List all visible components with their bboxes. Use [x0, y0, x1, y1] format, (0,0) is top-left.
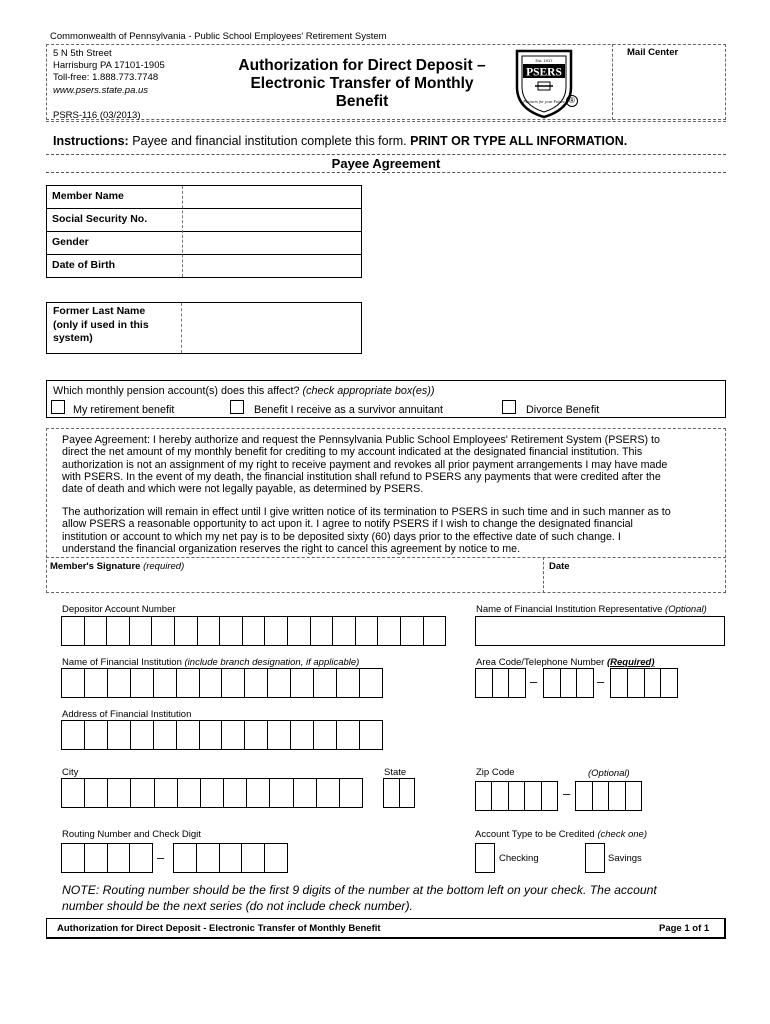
dob-field[interactable] — [184, 257, 358, 276]
char-box[interactable] — [355, 616, 378, 646]
char-box[interactable] — [383, 778, 399, 808]
label-line: (only if used in this — [53, 318, 149, 331]
char-box[interactable] — [223, 778, 246, 808]
char-box[interactable] — [107, 778, 130, 808]
char-box[interactable] — [174, 616, 197, 646]
char-box[interactable] — [399, 778, 416, 808]
signature-label — [50, 561, 184, 572]
logo-text: PSERS — [526, 66, 562, 79]
phone-line-field[interactable] — [610, 668, 678, 698]
agreement-paragraph-2 — [62, 506, 722, 555]
member-name-field[interactable] — [184, 188, 358, 207]
signature-divider — [543, 557, 544, 593]
char-box[interactable] — [644, 668, 661, 698]
char-box[interactable] — [267, 668, 290, 698]
checking-label: Checking — [499, 853, 539, 864]
question-text: Which monthly pension account(s) does this affect? — [53, 385, 300, 397]
paragraph-line: date of death and which were not legally payable, as determined by PSERS. — [62, 483, 424, 496]
address-line: Harrisburg PA 17101-1905 — [53, 60, 165, 72]
paragraph-line: authorization is not an assignment of my right to receive payment and revokes all prior payment arrangements I may have made — [62, 458, 668, 471]
address-label: Address of Financial Institution — [62, 709, 192, 720]
char-box[interactable] — [244, 668, 267, 698]
char-box[interactable] — [219, 843, 242, 873]
char-box[interactable] — [61, 843, 84, 873]
city-label: City — [62, 767, 79, 778]
char-box[interactable] — [560, 668, 577, 698]
char-box[interactable] — [106, 616, 129, 646]
char-box[interactable] — [293, 778, 316, 808]
logo-est: Est. 1917 — [535, 58, 553, 63]
char-box[interactable] — [84, 843, 107, 873]
account-type-label — [475, 829, 647, 840]
char-box[interactable] — [316, 778, 339, 808]
checking-checkbox[interactable] — [475, 843, 495, 873]
char-box[interactable] — [84, 616, 107, 646]
form-title — [212, 57, 512, 111]
address-line: 5 N 5th Street — [53, 48, 112, 59]
divorce-benefit-label: Divorce Benefit — [526, 404, 600, 416]
agency-address — [53, 48, 165, 97]
char-box[interactable] — [310, 616, 333, 646]
institution-label — [62, 657, 359, 668]
char-box[interactable] — [61, 720, 84, 750]
account-type-text: Account Type to be Credited — [475, 829, 595, 840]
zip-dash: – — [563, 786, 571, 801]
divider — [46, 121, 726, 122]
char-box[interactable] — [508, 668, 526, 698]
char-box[interactable] — [176, 720, 199, 750]
page-number: Page 1 of 1 — [659, 923, 710, 934]
account-type-note: (check one) — [597, 829, 647, 840]
instructions-label: Instructions: — [53, 134, 129, 148]
title-line: Electronic Transfer of Monthly — [250, 75, 474, 92]
area-code-field[interactable] — [475, 668, 526, 698]
check-digit-field[interactable] — [173, 843, 288, 873]
footer-title: Authorization for Direct Deposit - Electronic Transfer of Monthly Benefit — [57, 923, 381, 934]
char-box[interactable] — [543, 668, 560, 698]
char-box[interactable] — [221, 720, 244, 750]
char-box[interactable] — [199, 668, 222, 698]
rep-name-field[interactable] — [475, 616, 725, 646]
char-box[interactable] — [290, 668, 313, 698]
char-box[interactable] — [541, 781, 558, 811]
account-number-label: Depositor Account Number — [62, 604, 176, 615]
signature-note: (required) — [143, 561, 185, 572]
phone-required-note: (Required) — [606, 657, 655, 668]
former-name-field[interactable] — [184, 306, 358, 350]
char-box[interactable] — [129, 616, 152, 646]
char-box[interactable] — [197, 616, 220, 646]
char-box[interactable] — [610, 668, 627, 698]
question-hint: (check appropriate box(es)) — [302, 385, 435, 397]
char-box[interactable] — [221, 668, 244, 698]
paragraph-line: The authorization will remain in effect until I give written notice of its termination to PSERS in such time and in such manner as to — [62, 506, 671, 518]
instructions — [53, 134, 627, 148]
char-box[interactable] — [627, 668, 644, 698]
phone-dash-2: – — [597, 674, 605, 689]
char-box[interactable] — [475, 668, 492, 698]
char-box[interactable] — [129, 843, 153, 873]
char-box[interactable] — [592, 781, 609, 811]
website-link[interactable]: www.psers.state.pa.us — [53, 84, 149, 96]
char-box[interactable] — [339, 778, 363, 808]
char-box[interactable] — [84, 720, 107, 750]
city-field[interactable] — [61, 778, 363, 808]
char-box[interactable] — [608, 781, 625, 811]
paragraph-line: direct the net amount of my monthly benefit for crediting to my account indicated at the designated financial institution. This — [62, 446, 643, 459]
ssn-field[interactable] — [184, 211, 358, 230]
phone-dash-1: – — [530, 674, 538, 689]
char-box[interactable] — [336, 720, 359, 750]
member-name-label: Member Name — [52, 190, 124, 202]
note-line: NOTE: Routing number should be the first 9 digits of the number at the bottom left on your check. The account — [62, 883, 657, 897]
char-box[interactable] — [269, 778, 292, 808]
char-box[interactable] — [423, 616, 447, 646]
char-box[interactable] — [660, 668, 678, 698]
rep-note: (Optional) — [665, 604, 707, 615]
char-box[interactable] — [508, 781, 524, 811]
char-box[interactable] — [264, 616, 287, 646]
char-box[interactable] — [576, 668, 594, 698]
char-box[interactable] — [242, 616, 265, 646]
zip-optional-note: (Optional) — [588, 768, 630, 779]
char-box[interactable] — [130, 720, 153, 750]
registered-icon: ® — [566, 95, 578, 107]
section-title: Payee Agreement — [331, 156, 441, 171]
instructions-emphasis: PRINT OR TYPE ALL INFORMATION. — [410, 134, 628, 148]
char-box[interactable] — [177, 778, 200, 808]
char-box[interactable] — [267, 720, 290, 750]
char-box[interactable] — [336, 668, 359, 698]
char-box[interactable] — [264, 843, 288, 873]
char-box[interactable] — [332, 616, 355, 646]
char-box[interactable] — [107, 668, 130, 698]
char-box[interactable] — [313, 668, 336, 698]
char-box[interactable] — [241, 843, 264, 873]
date-label: Date — [549, 561, 570, 572]
char-box[interactable] — [400, 616, 423, 646]
char-box[interactable] — [107, 843, 130, 873]
member-info-box — [46, 185, 362, 278]
char-box[interactable] — [575, 781, 592, 811]
note-line: number should be the next series (do not include check number). — [62, 899, 413, 913]
signature-label-text: Member's Signature — [50, 561, 141, 572]
char-box[interactable] — [491, 781, 507, 811]
account-number-field[interactable] — [61, 616, 446, 646]
phone-prefix-field[interactable] — [543, 668, 594, 698]
char-box[interactable] — [313, 720, 336, 750]
rep-label — [476, 604, 707, 615]
routing-dash: – — [157, 850, 165, 865]
char-box[interactable] — [492, 668, 509, 698]
char-box[interactable] — [196, 843, 219, 873]
savings-checkbox[interactable] — [585, 843, 605, 873]
char-box[interactable] — [153, 720, 176, 750]
char-box[interactable] — [130, 778, 153, 808]
dob-label: Date of Birth — [52, 259, 115, 271]
institution-name-field[interactable] — [61, 668, 383, 698]
former-name-box — [46, 302, 362, 354]
date-field[interactable] — [546, 574, 722, 591]
char-box[interactable] — [377, 616, 400, 646]
title-line: Authorization for Direct Deposit – — [238, 57, 486, 74]
rep-label-text: Name of Financial Institution Representative — [476, 604, 663, 615]
char-box[interactable] — [244, 720, 267, 750]
mail-center-label: Mail Center — [627, 47, 679, 58]
routing-note — [62, 882, 657, 914]
retirement-benefit-label: My retirement benefit — [73, 404, 175, 416]
agreement-paragraph-1 — [62, 434, 722, 495]
divorce-benefit-checkbox[interactable] — [502, 400, 516, 414]
char-box[interactable] — [176, 668, 199, 698]
savings-label: Savings — [608, 853, 642, 864]
label-line: Former Last Name — [53, 305, 146, 317]
phone-label-text: Area Code/Telephone Number — [476, 657, 605, 668]
char-box[interactable] — [61, 778, 84, 808]
char-box[interactable] — [359, 720, 383, 750]
char-box[interactable] — [246, 778, 269, 808]
routing-number-field[interactable] — [61, 843, 153, 873]
char-box[interactable] — [625, 781, 643, 811]
zip-label: Zip Code — [476, 767, 515, 778]
char-box[interactable] — [173, 843, 196, 873]
paragraph-line: understand the financial organization reserves the right to cancel this agreement by notice to me. — [62, 542, 521, 555]
phone-label — [476, 657, 654, 668]
title-line: Benefit — [335, 93, 389, 110]
char-box[interactable] — [199, 720, 222, 750]
agency-name: Commonwealth of Pennsylvania - Public School Employees' Retirement System — [50, 31, 387, 42]
paragraph-line: Payee Agreement: I hereby authorize and request the Pennsylvania Public School Employees' Retirement System (PSERS) to — [62, 434, 660, 446]
column-divider — [181, 303, 182, 353]
zip-field[interactable] — [475, 781, 558, 811]
retirement-benefit-checkbox[interactable] — [51, 400, 65, 414]
paragraph-line: with PSERS. In the event of my death, the financial institution shall refund to PSERS any payments that were credited after the — [62, 470, 661, 483]
instructions-text: Payee and financial institution complete this form. — [132, 134, 407, 148]
institution-address-field[interactable] — [61, 720, 383, 750]
char-box[interactable] — [219, 616, 242, 646]
ssn-label: Social Security No. — [52, 213, 148, 225]
char-box[interactable] — [153, 668, 176, 698]
survivor-benefit-label: Benefit I receive as a survivor annuitant — [254, 404, 444, 416]
state-field[interactable] — [383, 778, 415, 808]
gender-label: Gender — [52, 236, 89, 248]
state-label: State — [384, 767, 407, 778]
accounts-question — [53, 385, 435, 397]
routing-label: Routing Number and Check Digit — [62, 829, 201, 840]
form-id: PSRS-116 (03/2013) — [53, 110, 141, 121]
char-box[interactable] — [200, 778, 223, 808]
zip-plus4-field[interactable] — [575, 781, 642, 811]
column-divider — [182, 186, 183, 277]
label-line: system) — [53, 332, 93, 344]
gender-field[interactable] — [184, 234, 358, 253]
phone-line: Toll-free: 1.888.773.7748 — [53, 72, 159, 84]
logo-tagline: Partners for your Future — [523, 99, 565, 104]
char-box[interactable] — [61, 668, 84, 698]
signature-field[interactable] — [48, 574, 538, 591]
char-box[interactable] — [524, 781, 540, 811]
paragraph-line: allow PSERS a reasonable opportunity to act upon it. I agree to notify PSERS if I wish to change the designated financial — [62, 518, 633, 531]
char-box[interactable] — [84, 778, 107, 808]
char-box[interactable] — [154, 778, 177, 808]
former-name-label — [53, 305, 149, 346]
char-box[interactable] — [287, 616, 310, 646]
char-box[interactable] — [107, 720, 130, 750]
char-box[interactable] — [475, 781, 491, 811]
char-box[interactable] — [61, 616, 84, 646]
paragraph-line: institution or account to which my net pay is to be deposited sixty (60) days prior to the effective date of such change. I — [62, 530, 621, 543]
char-box[interactable] — [130, 668, 153, 698]
institution-note: (include branch designation, if applicable) — [184, 657, 360, 668]
psers-logo — [509, 47, 579, 119]
institution-label-text: Name of Financial Institution — [62, 657, 182, 668]
char-box[interactable] — [290, 720, 313, 750]
survivor-benefit-checkbox[interactable] — [230, 400, 244, 414]
char-box[interactable] — [359, 668, 383, 698]
char-box[interactable] — [84, 668, 107, 698]
char-box[interactable] — [151, 616, 174, 646]
